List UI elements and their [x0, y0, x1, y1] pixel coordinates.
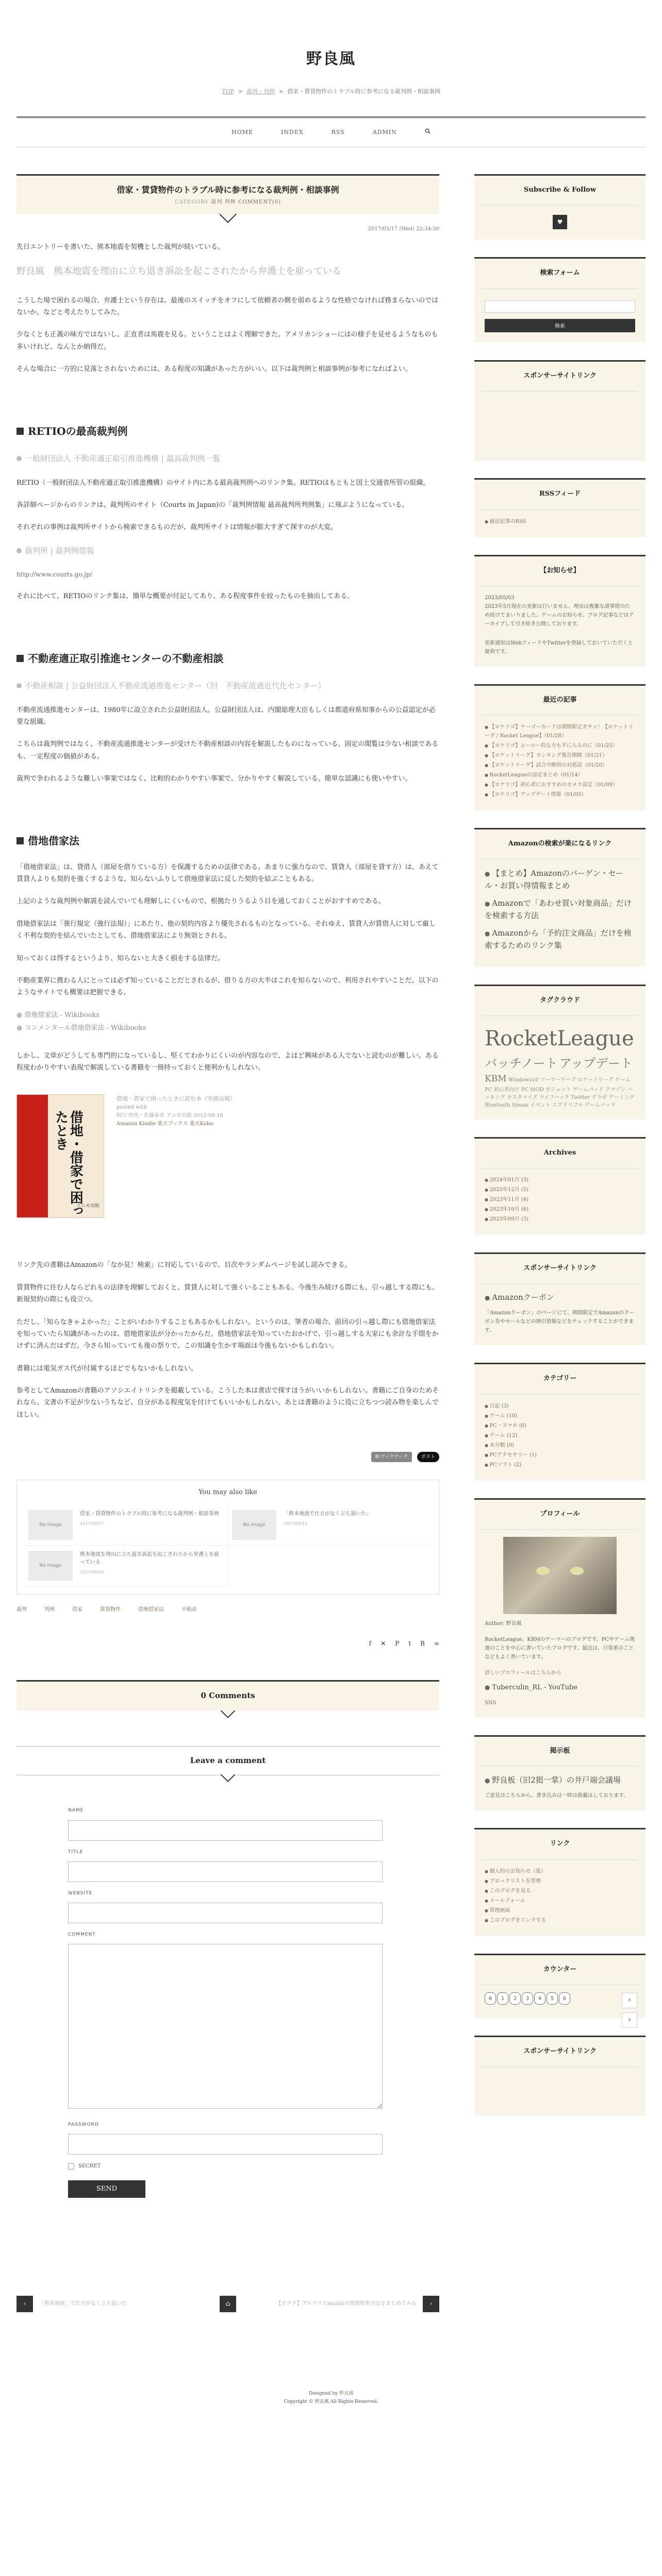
no-image-thumbnail: No image — [232, 1510, 276, 1540]
recent-post-link[interactable]: ● 【ロケリゴ】アップデート情報（01/05） — [485, 790, 635, 799]
facebook-icon[interactable]: f — [369, 1639, 372, 1647]
category-link[interactable]: ● ゲーム (12) — [485, 1431, 635, 1440]
tag-link[interactable]: 借家 — [72, 1606, 82, 1613]
archive-link[interactable]: ● 2024年01月 (3) — [485, 1176, 635, 1184]
link-item[interactable]: ● 個人的のお知らせ（仮） — [485, 1867, 635, 1876]
category-link-trial[interactable]: 裁判 — [211, 199, 223, 205]
breadcrumb-current: 借家・賃貸物件のトラブル時に参考になる裁判例・相談事例 — [287, 88, 440, 95]
article — [16, 174, 439, 1462]
tag-link[interactable]: 不動産 — [181, 1606, 197, 1613]
tag-link[interactable]: RocketLeague — [485, 1027, 634, 1051]
widget-notice: 【お知らせ】 2023/05/03 2023年5月現在の更新は行いません。理由は複雑な諸事情のため続けてまいりました。ゲームのお知らせ、ブログ記事などはアーカイブして引き続き公開しております。 更新通知はWebフィードやTwitterを登録しておいていただくと便利です。 — [474, 555, 646, 667]
name-input[interactable] — [68, 1820, 383, 1841]
comments-header-arrow — [221, 1704, 235, 1718]
after-book-paragraph-2: 賃貸物件に住む人ならどれもの法律を理解しておくと、賃貸人に対して強くいることもある。今後生み続ける際にも、引っ越しする際にも、新規契約の際にも役立つ。 — [16, 1283, 439, 1304]
link-item[interactable]: ● 管理画面 — [485, 1906, 635, 1915]
comments-header: 0 Comments — [16, 1680, 439, 1711]
shakuchi-paragraph-4: 知っておくは得するというより、知らないと大きく損をする法律だ。 — [16, 954, 225, 962]
widget-profile: プロフィール Author: 野良風 RocketLeague、KBMのゲーマーのブログです。PCやゲーム関連のことを中心に書いていたブログです。最近は、日常系のことなどもよく書いています。 詳しいプロフィールはこちらから ● Tuberculin_RL - YouTube SNS — [474, 1498, 646, 1718]
post-header — [16, 174, 439, 214]
breadcrumb: TOP > 裁判・判例 > 借家・賃貸物件のトラブル時に参考になる裁判例・相談事例 — [222, 88, 440, 95]
widget-rss: RSSフィード ● 最近記事のRSS — [474, 478, 646, 537]
widget-tagcloud: タグクラウド RocketLeague バッチノート アップデート KBM Windows10 ソーラーケーブ ロケットリーグ ゲーム PC 初心者向け PC MOD ガジェット ゲームパッド アマゾン ハッキング カスタマイズ ライフハック Twitter グラボ ゲーミング Bluetooth Steam イベント エアドリブル ゲームパッド — [474, 985, 646, 1120]
widget-category: カテゴリー ● 日記 (3) ● ゲーム (10) ● PC・スマホ (6) ● ゲーム (12) ● 未分類 (0) ● PCアクセサリー (1) ● PCソフト (2) — [474, 1363, 646, 1480]
password-label: PASSWORD — [68, 2122, 99, 2127]
category-link[interactable]: ● PCソフト (2) — [485, 1461, 635, 1469]
recent-post-link[interactable]: ● 【ロケットリーグ】ランキング報告期間（01/21） — [485, 751, 635, 760]
category-link[interactable]: ● ゲーム (10) — [485, 1412, 635, 1420]
pager — [16, 2296, 439, 2312]
center-paragraph-3: 裁判で争われるような難しい事案ではなく、比較的わかりやすい事案で、分かりやすく解説している。簡単な認識にも使いやすい。 — [16, 775, 412, 783]
recent-post-link[interactable]: ● 【ロケリゴ】初心者におすすめのカメラ設定（01/09） — [485, 781, 635, 789]
sidebar — [474, 174, 646, 2312]
twitter-icon[interactable]: ✕ — [380, 1639, 386, 1647]
board-link[interactable]: ● 野良板（旧2掲一掌）の井戸端会議場 — [485, 1774, 635, 1786]
next-arrow-icon[interactable]: › — [423, 2296, 439, 2312]
amazon-coupon-desc: 「Amazonクーポン」のページにて、期間限定でAmazonのクーポン券やセールなどの割引情報などをチェックすることができます。 — [485, 1310, 635, 1334]
next-post-link[interactable]: 【ガクチ】アルゲリカmozilaの情報収集方法をまとめてみる — [276, 2300, 417, 2307]
courts-url[interactable]: http://www.courts.go.jp/ — [16, 570, 92, 578]
after-book-paragraph-4: 書籍には電気ガス代が付属するほどでもないかもしれない。 — [16, 1364, 198, 1372]
content-wrapper — [16, 174, 646, 2312]
after-book-paragraph-5: 参考としてAmazonの書籍のアソシエイトリンクを掲載している。こうした本は書店で探すほうがいいかもしれない。書籍にご自身のためそれなら、文書の不足が少ないうちなど、自分がある程度気を付けてもいいかもしれない。あとは書籍のように役に立ちつつ読み物を楽しんでほしい。 — [16, 1387, 439, 1419]
breadcrumb-category[interactable]: 裁判・判例 — [246, 88, 275, 95]
retio-paragraph-4: それに比べて、RETIOのリンク集は、簡単な概要が付記してあり、ある程度事件を絞ったものを抽出してある。 — [16, 592, 354, 601]
post-category: CATEGORY 裁判 判例 COMMENT(0) — [174, 199, 282, 205]
heading-shakuchi: 借地借家法 — [16, 832, 439, 850]
center-link[interactable]: 不動産相談 | 公益財団法人不動産流通推進センター（旧 不動産流通近代化センター） — [16, 679, 439, 693]
recent-post-link[interactable]: ● 【ロケリゴ】ケーゴーカードは期間限定ガチャ！【ロケットリーグ / Rocket League】（01/28） — [485, 723, 635, 740]
home-icon[interactable]: ⌂ — [220, 2296, 236, 2312]
center-paragraph-2: こちらは裁判例ではなく、不動産流通推進センターが受けた不動産相談の内容を解説したものになっている。固定の閲覧は少ない相談であるも、一定程度の価値がある。 — [16, 740, 439, 760]
leave-comment-arrow — [221, 1768, 235, 1782]
tag-link[interactable]: 判例 — [44, 1606, 55, 1613]
intro-paragraph-4: そんな場合に一方的に見落とされないためには、ある程度の知識があった方がいい。以下は裁判例と相談事例が参考になればよい。 — [16, 365, 412, 374]
shakuchi-paragraph-6: しかし、文章がどうしても専門的になっているし、堅くてわかりにくいのが内容なので、よほど興味がある人でないと読むのが難しい。ある程度わかりやすい表現で解説している書籍を一冊持っておくと便利かもしれない。 — [16, 1052, 439, 1072]
nav-rss[interactable]: RSS — [331, 129, 345, 136]
post-title: 借家・賃貸物件のトラブル時に参考になる裁判例・相談事例 — [117, 185, 339, 195]
nav-home[interactable]: HOME — [231, 129, 254, 136]
widget-archives: Archives ● 2024年01月 (3) ● 2023年12月 (5) ● 2023年11月 (4) ● 2023年10月 (6) ● 2023年09月 (3) — [474, 1137, 646, 1235]
archive-link[interactable]: ● 2023年09月 (3) — [485, 1215, 635, 1224]
access-counter: 0 1 2 3 4 5 6 — [485, 1992, 635, 2005]
heading-retio: RETIOの最高裁判例 — [16, 422, 439, 440]
link-item[interactable]: ● ブロックリストを管理 — [485, 1877, 635, 1886]
recent-post-link[interactable]: ● 【ロケットリーグ】試合中断時の対処法（01/20） — [485, 761, 635, 770]
book-posted-with: posted with — [117, 1104, 147, 1110]
tag-link[interactable]: アップデート — [559, 1056, 633, 1071]
book-store-links[interactable]: Amazon Kindle 楽天ブックス 楽天Kobo — [117, 1121, 213, 1127]
widget-recent: 最近の記事 ● 【ロケリゴ】ケーゴーカードは期間限定ガチャ！【ロケットリーグ / Rocket League】（01/28） ● 【ロケリゴ】ヒーロー的な力も手に入るのに（01/25） ● 【ロケットリーグ】ランキング報告期間（01/21） ● 【ロケットリーグ】試合中断時の対処法（01/20） ● RocketLeagueの設定まとめ（01/14） ● 【ロケリゴ】初心者におすすめのカメラ設定（01/09） ● 【ロケリゴ】アップデート情報（01/05） — [474, 684, 646, 810]
related-item[interactable]: No image 熊本地震を理由に立ち退き訴訟を起こされたから弁護士を雇っている 2017/05/10 — [24, 1546, 228, 1586]
recent-post-link[interactable]: ● RocketLeagueの設定まとめ（01/14） — [485, 771, 635, 779]
related-item[interactable]: No image 借家・賃貸物件のトラブル時に参考になる裁判例・相談事例 2017/05/17 — [24, 1505, 228, 1546]
heart-follow-icon[interactable]: ♥ — [553, 215, 567, 229]
category-link[interactable]: ● 未分類 (0) — [485, 1441, 635, 1450]
intro-paragraph-2: こうした場で困れるの場合、弁護士という存在は、最後のスイッチをオフにして依頼者の側を弱めるような性格でなければ務まらないのではないか。などと考えたりしてみた。 — [16, 296, 439, 316]
book-info — [117, 1094, 236, 1218]
shakuchi-paragraph-3: 借地借家法は「強行規定（強行法規）」にあたり、他の契約内容より優先されるものとなっている。それゆえ、賃貸人が賃借人に対して厳しく不利な契約を結んでいたとしても、借地借家法により無効とされる。 — [16, 920, 436, 940]
wikibooks-link-1[interactable]: ● 借地借家法 - Wikibooks — [16, 1009, 439, 1021]
widget-counter: カウンター 0 1 2 3 4 5 6 — [474, 1954, 646, 2018]
main-column — [16, 174, 439, 2312]
title-input[interactable] — [68, 1861, 383, 1882]
leave-comment-header: Leave a comment — [16, 1746, 439, 1775]
global-nav — [16, 116, 646, 147]
widget-amazon: Amazonの検索が楽になるリンク ● 【まとめ】Amazonのバーゲン・セール・お買い得情報まとめ ● Amazonで「あわせ買い対象商品」だけを検索する方法 ● Amazonから「予約注文商品」だけを検索するためのリンク集 — [474, 828, 646, 967]
youtube-link[interactable]: ● Tuberculin_RL - YouTube — [485, 1683, 635, 1693]
retio-paragraph-1: RETIO（一般財団法人不動産適正取引推進機構）のサイト内にある最高裁判例へのリンク集。RETIOはもともと国土交通省所管の組織。 — [16, 479, 430, 487]
search-icon[interactable] — [425, 127, 431, 138]
breadcrumb-home[interactable]: TOP — [222, 88, 234, 95]
intro-paragraph-3: 少なくとも正義の味方ではないし、正直者は馬鹿を見る。ということはよく理解できた。アメリカンショーにはの様子を見せるようなものも多いけれど、なんとか納得だ。 — [16, 331, 438, 351]
widget-subscribe: Subscribe & Follow ♥ — [474, 174, 646, 240]
profile-body: RocketLeague、KBMのゲーマーのブログです。PCやゲーム関連のことを中心に書いていたブログです。最近は、日常系のことなどもよく書いています。 — [485, 1637, 635, 1660]
after-book-paragraph-3: ただし、「知らなきゃよかった」ことがいわかりすることもあるかもしれない。というのは、筆者の場合、前回の引っ越し際にも借地借家法を知っていたら知識があったのは、借地借家法が分かったからだ。借地借家法を知っていたおかげで、引っ越しする大家にも余計な手間をかけずに済んだはずだ。今さら知っていても後の祭りで、この知識を生かす場面は今後もないかもしれない。 — [16, 1318, 439, 1350]
copyright: Copyright © 野良風 All Rights Reserved. — [284, 2399, 378, 2404]
pinterest-icon[interactable]: P — [395, 1639, 400, 1647]
rss-link[interactable]: ● 最近記事のRSS — [485, 517, 635, 526]
password-input[interactable] — [68, 2134, 383, 2155]
no-image-thumbnail: No image — [28, 1510, 73, 1540]
social-icons — [16, 1638, 439, 1650]
secret-label: SECRET — [78, 2163, 101, 2169]
amazon-link[interactable]: ● 【まとめ】Amazonのバーゲン・セール・お買い得情報まとめ — [485, 867, 635, 892]
tag-link[interactable]: バッチノート — [485, 1056, 558, 1071]
after-book-paragraph-1: リンク先の書籍はAmazonの「なか見！検索」に対応しているので、目次やランダムページを試し読みできる。 — [16, 1261, 352, 1269]
sidebar-search-button[interactable]: 検索 — [485, 319, 635, 332]
title-label: TITLE — [68, 1849, 84, 1855]
book-meta: 阿川 明男・佐藤泰章 アニモ出版 2012-08-16 — [117, 1112, 223, 1118]
designer-link[interactable]: 野良風 — [339, 2391, 354, 2396]
comment-label: COMMENT — [68, 1931, 96, 1937]
center-paragraph-1: 不動産流通推進センターは、1980年に設立された公益財団法人。公益財団法人は、内閣総理大臣もしくは都道府県知事からの公益認定が必要な組織。 — [16, 706, 436, 726]
scroll-up-icon[interactable]: ∧ — [622, 1993, 637, 2008]
widget-sponsor: スポンサーサイトリンク — [474, 360, 646, 461]
amazon-link[interactable]: ● Amazonから「予約注文商品」だけを検索するためのリンク集 — [485, 927, 635, 952]
footer: Designed by 野良風 Copyright © 野良風 All Rights Reserved. — [0, 2389, 662, 2414]
link-item[interactable]: ● このブログを見る — [485, 1887, 635, 1895]
shakuchi-paragraph-1: 「借地借家法」は、貸借人（部屋を借りている方）を保護するための法律である。あまりに強力なので、賃貸人（部屋を貸す方）は、あえて賃貸人よりも契約を強くするような、知らないふりして借地借家法に反した契約を結ぶこともある。 — [16, 863, 439, 884]
post-body — [16, 241, 439, 1463]
profile-more-link[interactable]: 詳しいプロフィールはこちらから — [485, 1670, 561, 1676]
website-label: WEBSITE — [68, 1890, 93, 1896]
tag-row — [16, 1605, 439, 1615]
category-link[interactable]: ● 日記 (3) — [485, 1402, 635, 1411]
archive-link[interactable]: ● 2023年12月 (5) — [485, 1185, 635, 1194]
widget-sponsor-3: スポンサーサイトリンク — [474, 2036, 646, 2115]
category-link-precedent[interactable]: 判例 — [224, 199, 236, 205]
book-box — [16, 1094, 439, 1218]
widget-links: リンク ● 個人的のお知らせ（仮） ● ブロックリストを管理 ● このブログを見る ● メールフォーム ● 管理画面 ● このブログをリンクする — [474, 1828, 646, 1936]
site-header — [0, 0, 662, 103]
related-posts — [16, 1480, 439, 1595]
tumblr-icon[interactable]: t — [408, 1639, 411, 1647]
profile-avatar — [503, 1537, 617, 1614]
widget-board: 掲示板 ● 野良板（旧2掲一掌）の井戸端会議場 ご意見はこちらから。書き込みは一時は掲載はしております。 — [474, 1735, 646, 1810]
intro-paragraph-1: 先日エントリーを書いた、熊本地震を契機とした裁判が続いている。 — [16, 243, 225, 251]
category-link[interactable]: ● PCアクセサリー (1) — [485, 1451, 635, 1460]
comment-textarea[interactable] — [68, 1944, 383, 2109]
secret-checkbox[interactable] — [68, 2163, 74, 2170]
archive-link[interactable]: ● 2023年11月 (4) — [485, 1195, 635, 1204]
sns-link[interactable]: SNS — [485, 1700, 496, 1706]
heading-center: 不動産適正取引推進センターの不動産相談 — [16, 649, 439, 668]
sidebar-search-input[interactable] — [485, 300, 635, 313]
share-row — [16, 1452, 439, 1462]
comment-count-link[interactable]: COMMENT(0) — [238, 199, 282, 205]
hatena-icon[interactable]: B — [420, 1639, 425, 1647]
amazon-coupon-link[interactable]: ● Amazonクーポン — [485, 1291, 635, 1303]
nav-admin[interactable]: ADMIN — [372, 129, 397, 136]
x-post-button[interactable]: ポスト — [417, 1452, 439, 1462]
retio-paragraph-2: 各詳細ページからのリンクは、裁判所のサイト（Courts in Japan)の「裁判例情報 最高裁判所判例集」に飛ぶようになっている。 — [16, 501, 409, 509]
board-desc: ご意見はこちらから。書き込みは一時は掲載はしております。 — [485, 1793, 629, 1799]
related-item[interactable]: No image 「熊本地震で仕方がなく立ち退いた」 2017/05/12 — [228, 1505, 432, 1546]
notice-date: 2023/05/03 — [485, 595, 515, 601]
amazon-link[interactable]: ● Amazonで「あわせ買い対象商品」だけを検索する方法 — [485, 897, 635, 922]
recent-post-link[interactable]: ● 【ロケリゴ】ヒーロー的な力も手に入るのに（01/25） — [485, 741, 635, 750]
tag-link[interactable]: KBM — [485, 1074, 507, 1084]
link-icon[interactable]: ∞ — [434, 1639, 439, 1647]
category-link[interactable]: ● PC・スマホ (6) — [485, 1421, 635, 1430]
name-label: NAME — [68, 1808, 84, 1814]
scroll-down-icon[interactable]: ∨ — [622, 2012, 637, 2028]
link-item[interactable]: ● このブログをリンクする — [485, 1916, 635, 1925]
archive-link[interactable]: ● 2023年10月 (6) — [485, 1205, 635, 1214]
book-cover-image[interactable]: 借地・借家で困ったとき アニモ出版 — [16, 1094, 104, 1218]
related-title: You may also like — [198, 1488, 257, 1497]
courts-link[interactable]: 裁判所 | 裁判例情報 — [16, 544, 439, 558]
comment-form — [16, 1806, 439, 2197]
tag-links[interactable]: Windows10 ソーラーケーブ ロケットリーグ ゲーム PC 初心者向け PC MOD ガジェット ゲームパッド アマゾン ハッキング カスタマイズ ライフハック Twitter グラボ ゲーミング Bluetooth Steam イベント エアドリブル ゲームパッド — [485, 1077, 635, 1108]
prev-post-link[interactable]: 「熊本地震」で仕方がなく立ち退いた — [39, 2300, 127, 2307]
notice-body: 2023年5月現在の更新は行いません。理由は複雑な諸事情のため続けてまいりました。ゲームのお知らせ、ブログ記事などはアーカイブして引き続き公開しております。 — [485, 603, 634, 627]
widget-sponsor-2: スポンサーサイトリンク ● Amazonクーポン 「Amazonクーポン」のページにて、期間限定でAmazonのクーポン券やセールなどの割引情報などをチェックすることができます。 — [474, 1252, 646, 1345]
tag-link[interactable]: 借地借家法 — [138, 1606, 164, 1613]
profile-name: Author: 野良風 — [485, 1621, 522, 1627]
no-image-thumbnail: No image — [28, 1551, 73, 1581]
shakuchi-paragraph-5: 不動産業界に携わる人にとっては必ず知っていることだとされるが、借りる方の大半はこれを知らないので、利用されやすいことだ。以下のようなサイトでも概要は把握できる。 — [16, 976, 439, 997]
tag-link[interactable]: 裁判 — [16, 1606, 27, 1613]
hatena-bookmark-button[interactable]: B!ブックマーク — [371, 1452, 412, 1462]
site-title[interactable]: 野良風 — [306, 50, 356, 68]
notice-body-2: 更新通知はWebフィードやTwitterを登録しておいていただくと便利です。 — [485, 640, 633, 655]
nav-index[interactable]: INDEX — [281, 129, 304, 136]
intro-link-heading[interactable]: 野良風 熊本地震を理由に立ち退き訴訟を起こされたから弁護士を雇っている — [16, 266, 341, 277]
link-item[interactable]: ● メールフォーム — [485, 1896, 635, 1905]
widget-search: 検索フォーム 検索 — [474, 257, 646, 342]
website-input[interactable] — [68, 1903, 383, 1923]
send-button[interactable]: SEND — [68, 2180, 145, 2198]
shakuchi-paragraph-2: 上記のような裁判例や解説を読んでいても理解しにくいもので、根拠たりうるよう目を通しておくことがおすすめである。 — [16, 897, 385, 906]
tag-link[interactable]: 賃貸物件 — [100, 1606, 121, 1613]
retio-link[interactable]: 一般財団法人 不動産適正取引推進機構 | 最高裁判例一覧 — [16, 452, 439, 466]
prev-arrow-icon[interactable]: ‹ — [16, 2296, 33, 2312]
post-date: 2017/05/17 (Wed) 22:34:50 — [368, 226, 439, 232]
retio-paragraph-3: それぞれの事例は裁判所サイトから検索できるものだが、裁判所サイトは情報が膨大すぎて探すのが大変。 — [16, 523, 338, 532]
book-title-link[interactable]: 借地・借家で困ったときに読む本（実務法規） — [117, 1095, 236, 1103]
post-header-arrow — [219, 206, 237, 223]
wikibooks-link-2[interactable]: ● コンメンタール借地借家法 - Wikibooks — [16, 1022, 439, 1034]
